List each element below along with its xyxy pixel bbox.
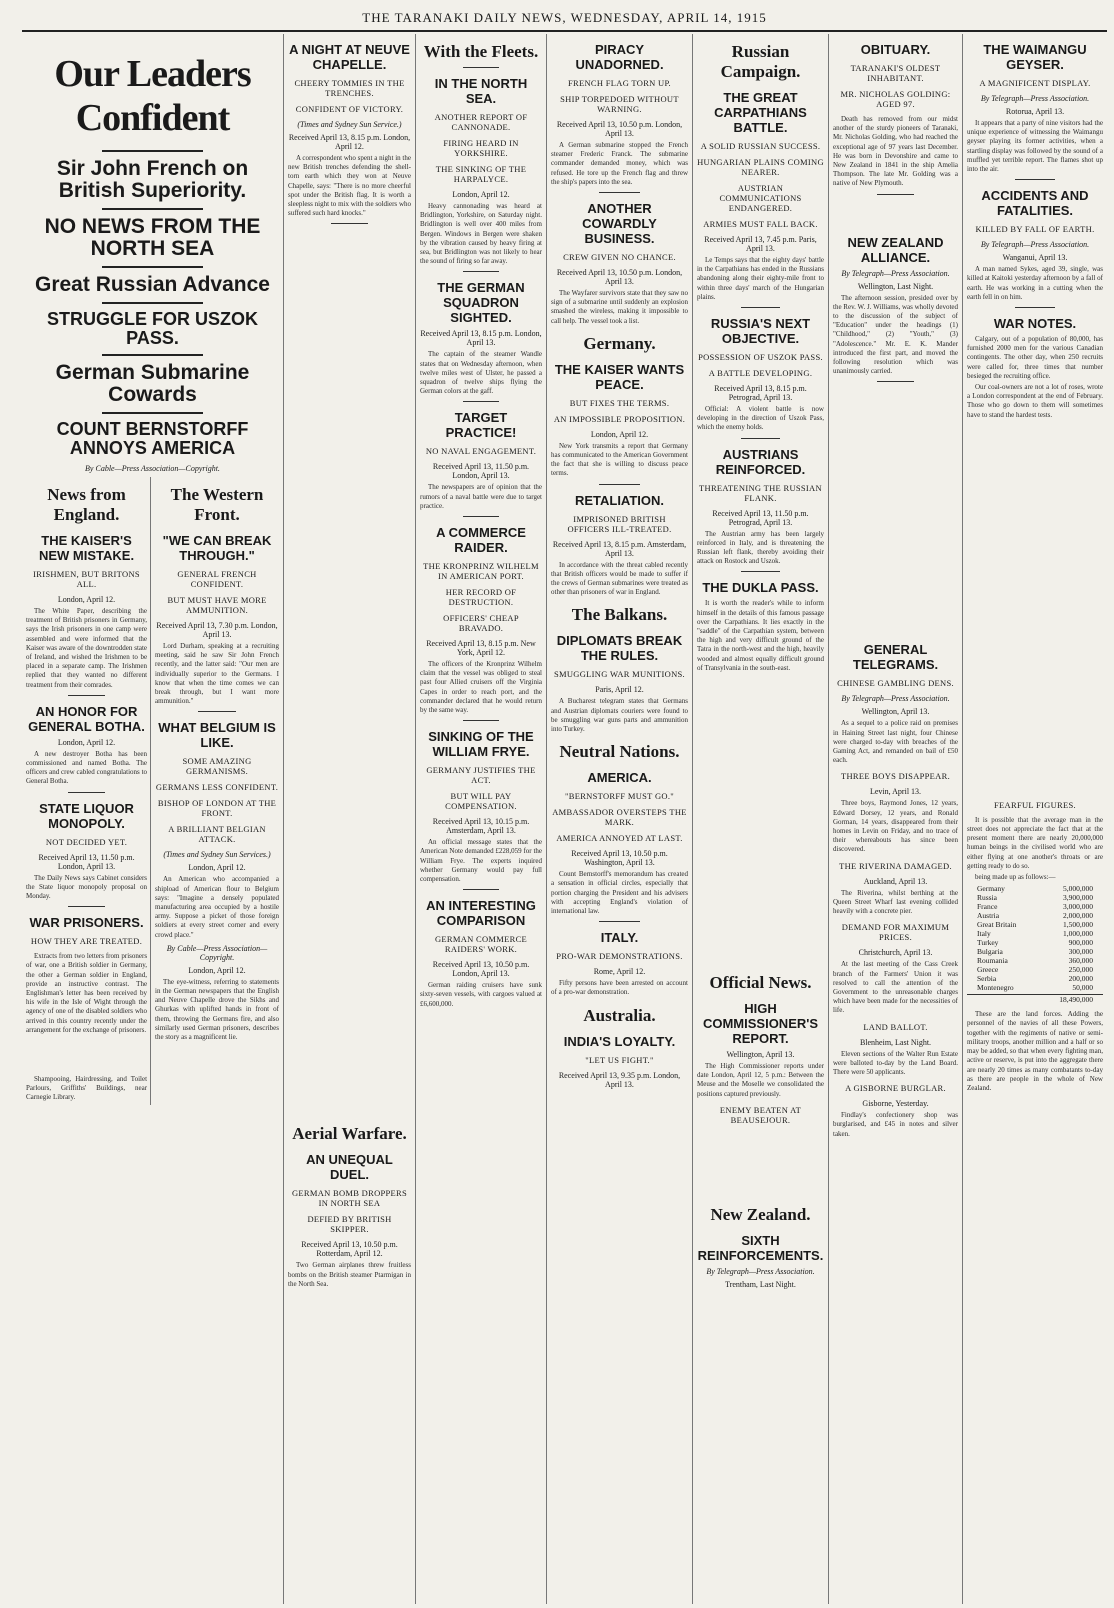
- section-head: Neutral Nations.: [559, 742, 680, 762]
- story-text: A correspondent who spent a night in the new British trenches defending the shell-torn earth which they won at Neuve Chapelle, says: "There is no more cheerful spot under the British flag. It is worth a sleepless night to mix with the soldiers who suffered such hard knocks.": [288, 154, 411, 218]
- story-head: SINKING OF THE WILLIAM FRYE.: [428, 729, 534, 760]
- dateline: Received April 13, 8.15 p.m. Amsterdam, April 13.: [552, 539, 687, 558]
- table-cell-value: 250,000: [1068, 965, 1093, 975]
- divider: [599, 192, 640, 193]
- story-text: At the last meeting of the Cass Creek branch of the Farmers' Union it was resolved to call the attention of the Government to the unreasonable charges which have been made for the necessities of life.: [833, 960, 958, 1015]
- dateline: Gisborne, Yesterday.: [862, 1099, 929, 1109]
- story-text: Official: A violent battle is now developing in the direction of Uszok Pass, which the enemy holds.: [697, 405, 824, 432]
- story-sub: GERMANY JUSTIFIES THE ACT.: [426, 765, 536, 786]
- dateline: Received April 13, 10.50 p.m. London, April 13.: [432, 960, 530, 979]
- table-cell-country: Germany: [977, 884, 1005, 894]
- story-text: As a sequel to a police raid on premises in Haining Street last night, four Chinese were charged to-day with breaches of the Gaming Act, and remanded on bail of £50 each.: [833, 719, 958, 765]
- story-head: DIPLOMATS BREAK THE RULES.: [556, 633, 683, 664]
- story-sub: CHINESE GAMBLING DENS.: [837, 678, 954, 689]
- story-sub: AMERICA ANNOYED AT LAST.: [556, 833, 683, 844]
- section-head: The Balkans.: [571, 605, 668, 625]
- table-cell-value: 3,900,000: [1063, 893, 1093, 903]
- story-sub: HER RECORD OF DESTRUCTION.: [445, 587, 517, 608]
- table-cell-country: Bulgaria: [977, 947, 1003, 957]
- story-sub: THREATENING THE RUSSIAN FLANK.: [699, 482, 822, 503]
- story-text: Calgary, out of a population of 80,000, has furnished 2000 men for the various Canadian contingents. The other day, when 250 recruits were called for, three times that number besieged the recruiting office. Our coal-owners are not a lot of roses, wrote a London correspondent at the end of February. Those who go down to them will sometimes have to stand the hardest tests.: [967, 335, 1103, 419]
- story-sub: THREE BOYS DISAPPEAR.: [840, 771, 951, 782]
- story-sub: A SOLID RUSSIAN SUCCESS.: [700, 141, 821, 151]
- dateline: Rome, April 12.: [593, 967, 646, 977]
- dateline: Levin, April 13.: [869, 787, 922, 797]
- story-text: Three boys, Raymond Jones, 12 years, Edward Dorsey, 12 years, and Ronald Gorman, 14 years, disappeared from their homes in Levin on Friday, and no trace of their whereabouts has since been discovered.: [833, 799, 958, 854]
- dateline: London, April 12.: [188, 863, 246, 873]
- dateline: Wellington, April 13.: [861, 707, 930, 717]
- dateline: Christchurch, April 13.: [858, 948, 933, 958]
- story-text: The Austrian army has been largely reinforced in Italy, and is threatening the Russian left flank, thereby avoiding their attack on Rostock and Uszok.: [697, 529, 824, 566]
- story-sub: TARANAKI'S OLDEST INHABITANT.: [850, 63, 941, 83]
- dateline: Received April 13, 11.50 p.m. London, April 13.: [38, 852, 135, 871]
- story-sub: ANOTHER REPORT OF CANNONADE.: [434, 112, 528, 132]
- table-cell-country: Turkey: [977, 938, 999, 948]
- columns: [22, 34, 1107, 1604]
- credit-line: (Times and Sydney Sun Service.): [297, 120, 402, 129]
- story-sub: FIRING HEARD IN YORKSHIRE.: [443, 138, 519, 158]
- story-text: Heavy cannonading was heard at Bridlington, Yorkshire, on Saturday night. Bridlington is well over 400 miles from Bergen. Windows in Bergen were shaken by the vibration caused by heavy firing at sea, but Bridlington was not likely to hear the sound of firing so far away.: [420, 202, 542, 266]
- table-cell-country: Roumania: [977, 956, 1008, 966]
- story-text: It is worth the reader's while to inform himself in the details of this famous passage over the Carpathians. It lies exactly in the "saddle" of the Carpathian system, between the high and very difficult ground of the Tatra in the north-west and the high, heavily wooded and almost equally difficult ground of Transylvania in the south-east.: [697, 599, 824, 672]
- table-cell-value: 900,000: [1068, 938, 1093, 948]
- table-row: [967, 974, 1103, 983]
- table-label: being made up as follows:—: [975, 873, 1056, 882]
- story-sub: GERMAN COMMERCE RAIDERS' WORK.: [434, 934, 528, 955]
- masthead-text: THE TARANAKI DAILY NEWS, WEDNESDAY, APRIL 14, 1915: [362, 10, 767, 25]
- credit-line: By Cable—Press Association—Copyright.: [166, 943, 268, 962]
- table-cell-value: 200,000: [1068, 974, 1093, 984]
- section-head: Russian Campaign.: [720, 42, 801, 81]
- story-head: AUSTRIANS REINFORCED.: [715, 446, 806, 477]
- story-head: THE WAIMANGU GEYSER.: [983, 42, 1087, 72]
- story-head: PIRACY UNADORNED.: [575, 42, 664, 72]
- credit-line: By Cable—Press Association—Copyright.: [85, 463, 220, 473]
- table-row: [967, 965, 1103, 974]
- story-text: Extracts from two letters from prisoners of war, one a British soldier in Germany, the other a German soldier in England, provide an instructive contrast. The Englishman's letter has been received by his wife in the Isle of Wight through the agency of one of the disabled soldiers who arrived in this country recently under the arrangement for the exchange of prisoners.: [26, 952, 148, 1034]
- story-text: A man named Sykes, aged 39, single, was killed at Kaitoki yesterday afternoon by a fall of earth. He was working in a cutting when the earth fell in on him.: [967, 265, 1103, 301]
- section-head: Australia.: [583, 1005, 656, 1025]
- dateline: Received April 13, 8.15 p.m. London, April 13.: [420, 329, 542, 348]
- section-head: Official News.: [709, 973, 812, 993]
- story-text: A new destroyer Botha has been commissioned and named Botha. The officers and crew cabled congratulations to General Botha.: [26, 749, 148, 786]
- table-row: [967, 938, 1103, 947]
- story-sub: DEMAND FOR MAXIMUM PRICES.: [841, 922, 950, 943]
- story-text: The newspapers are of opinion that the rumors of a naval battle were due to target practice.: [420, 483, 542, 510]
- dateline: Received April 13, 10.50 p.m. Rotterdam, April 12.: [301, 1240, 398, 1259]
- story-text: Le Temps says that the eighty days' battle in the Carpathians has ended in the Russians abandoning along their eighty-mile front to within three days' march of the Hungarian plains.: [697, 256, 824, 301]
- story-sub: HOW THEY ARE TREATED.: [30, 936, 143, 947]
- credit-line: By Telegraph—Press Association.: [980, 94, 1090, 103]
- story-sub: AN IMPOSSIBLE PROPOSITION.: [553, 413, 686, 424]
- dateline: London, April 12.: [57, 737, 116, 747]
- dateline: Received April 13, 10.50 p.m. London, April 13.: [556, 268, 683, 287]
- story-sub: GERMAN BOMB DROPPERS IN NORTH SEA: [291, 1188, 408, 1209]
- story-sub: BUT WILL PAY COMPENSATION.: [445, 791, 517, 812]
- divider: [741, 307, 779, 308]
- credit-line: By Telegraph—Press Association.: [841, 694, 950, 704]
- masthead: [22, 4, 1107, 32]
- story-sub: CREW GIVEN NO CHANCE.: [563, 252, 676, 263]
- table-cell-value: 3,000,000: [1063, 902, 1093, 912]
- divider: [1015, 179, 1056, 180]
- dateline: Received April 13, 11.50 p.m. Petrograd, April 13.: [712, 508, 809, 527]
- dateline: Received April 13, 10.15 p.m. Amsterdam, April 13.: [432, 817, 530, 836]
- column-5: [693, 34, 829, 1604]
- story-text: Count Bernstorff's memorandum has created a sensation in official circles, especially that portion charging the President and his advisers with accepting England's violation of international law.: [551, 870, 688, 916]
- dateline: Blenheim, Last Night.: [859, 1037, 932, 1047]
- headline-bernstorff: COUNT BERNSTORFF ANNOYS AMERICA: [56, 419, 249, 458]
- story-head: WAR PRISONERS.: [29, 915, 144, 931]
- story-head: GENERAL TELEGRAMS.: [852, 642, 939, 673]
- forces-table: [967, 884, 1103, 992]
- story-sub: KILLED BY FALL OF EARTH.: [975, 224, 1095, 235]
- divider: [102, 354, 203, 356]
- table-row: [967, 947, 1103, 956]
- dateline: Received April 13, 7.45 p.m. Paris, April 13.: [704, 235, 817, 253]
- dateline: Received April 13, 11.50 p.m. London, April 13.: [432, 462, 530, 481]
- divider: [198, 711, 235, 712]
- dateline: Trentham, Last Night.: [725, 1279, 796, 1289]
- divider: [877, 194, 915, 195]
- table-total-row: [967, 994, 1103, 1004]
- story-sub: POSSESSION OF USZOK PASS.: [698, 352, 823, 363]
- story-sub: BUT MUST HAVE MORE AMMUNITION.: [167, 594, 267, 615]
- divider: [102, 266, 203, 268]
- dateline: London, April 12.: [590, 429, 649, 439]
- story-head: NEW ZEALAND ALLIANCE.: [847, 234, 944, 265]
- story-sub: AMBASSADOR OVERSTEPS THE MARK.: [552, 807, 687, 828]
- divider: [463, 889, 500, 890]
- story-text: The High Commissioner reports under date London, April 12, 5 p.m.: Between the Meuse and the Moselle we consolidated the positions captured previously.: [697, 1062, 824, 1098]
- table-cell-value: 1,500,000: [1063, 920, 1093, 930]
- main-headline: Our Leaders Confident: [54, 53, 251, 139]
- divider: [463, 401, 500, 402]
- story-head: WHAT BELGIUM IS LIKE.: [158, 720, 276, 751]
- dateline: London, April 12.: [57, 594, 116, 604]
- story-sub: THE RIVERINA DAMAGED.: [839, 860, 952, 871]
- story-text: Findlay's confectionery shop was burglarised, and £45 in notes and silver taken.: [833, 1111, 958, 1138]
- story-sub: A BRILLIANT BELGIAN ATTACK.: [168, 824, 266, 845]
- column-1: [22, 34, 284, 1604]
- divider: [102, 412, 203, 414]
- story-sub: "LET US FIGHT.": [585, 1054, 654, 1065]
- story-sub: PRO-WAR DEMONSTRATIONS.: [556, 951, 683, 962]
- divider: [741, 571, 779, 572]
- column-3: [416, 34, 547, 1604]
- column-4: [547, 34, 693, 1604]
- story-text: Lord Durham, speaking at a recruiting meeting, said he saw Sir John French recently, and the latter said: "Our men are individually superior to the Germans. I know that when the time comes we can break through, but I want more ammunition.": [155, 641, 279, 706]
- story-sub: SHIP TORPEDOED WITHOUT WARNING.: [560, 94, 679, 114]
- story-sub: LAND BALLOT.: [863, 1021, 928, 1032]
- table-cell-value: 5,000,000: [1063, 884, 1093, 894]
- divider: [463, 516, 500, 517]
- footer-text: Shampooing, Hairdressing, and Toilet Parlours, Griffiths' Buildings, near Carnegie Library.: [26, 1074, 148, 1102]
- table-cell-value: 2,000,000: [1063, 911, 1093, 921]
- table-row: [967, 911, 1103, 920]
- story-head: THE KAISER'S NEW MISTAKE.: [38, 532, 135, 563]
- table-cell-country: Serbia: [977, 974, 997, 984]
- story-sub: A GISBORNE BURGLAR.: [845, 1083, 946, 1094]
- story-text: It appears that a party of nine visitors had the unique experience of witnessing the Waimangu geyser playing its former activities, when a startling display was followed by the sound of a muffled yet terrible report. The flames shot up into the air.: [967, 119, 1103, 174]
- dateline: Rotorua, April 13.: [1005, 107, 1065, 116]
- story-sub: CHEERY TOMMIES IN THE TRENCHES.: [294, 78, 405, 98]
- divider: [599, 484, 640, 485]
- section-head: Germany.: [583, 333, 656, 353]
- story-head: RUSSIA'S NEXT OBJECTIVE.: [710, 316, 811, 347]
- table-row: [967, 956, 1103, 965]
- story-sub: "BERNSTORFF MUST GO.": [564, 791, 675, 802]
- table-row: [967, 902, 1103, 911]
- story-text: An American who accompanied a shipload of American flour to Belgium says: "Imagine a densely populated manufacturing area occupied by a hostile army. Suppose a picket of those foreign soldiers at every street corner and every crowd place.": [155, 875, 279, 939]
- story-sub: IRISHMEN, BUT BRITONS ALL.: [33, 568, 140, 589]
- story-sub: ENEMY BEATEN AT BEAUSEJOUR.: [719, 1104, 802, 1125]
- column-2: [284, 34, 416, 1604]
- story-head: TARGET PRACTICE!: [445, 410, 517, 441]
- story-head: THE DUKLA PASS.: [702, 580, 819, 596]
- column-6: [829, 34, 963, 1604]
- story-text: The captain of the steamer Wandle states that on Wednesday afternoon, when twelve miles west of Ulster, he passed a squadron of twelve ships flying the German colors at the gaff.: [420, 350, 542, 396]
- divider: [102, 150, 203, 152]
- story-sub: FRENCH FLAG TORN UP.: [568, 78, 671, 88]
- story-head: ITALY.: [600, 930, 639, 946]
- story-text: The Wayfarer survivors state that they saw no sign of a submarine until suddenly an explosion smashed the wireless, making it impossible to call help. The vessel took a list.: [551, 289, 688, 325]
- story-text: Eleven sections of the Walter Run Estate were balloted to-day by the Land Board. There were 50 applicants.: [833, 1049, 958, 1076]
- story-head: AN INTERESTING COMPARISON: [426, 898, 536, 929]
- dateline: Received April 13, 7.30 p.m. London, April 13.: [156, 620, 278, 639]
- table-cell-value: 50,000: [1072, 983, 1093, 993]
- story-text: German raiding cruisers have sunk sixty-seven vessels, with cargoes valued at £6,600,000.: [420, 981, 542, 1008]
- story-text: The Daily News says Cabinet considers the State liquor monopoly proposal on Monday.: [26, 873, 148, 900]
- story-sub: A BATTLE DEVELOPING.: [708, 368, 813, 379]
- dateline: Received April 13, 10.50 p.m. Washington, April 13.: [571, 849, 668, 868]
- story-text: Fifty persons have been arrested on account of a pro-war demonstration.: [551, 979, 688, 997]
- divider: [102, 302, 203, 304]
- table-row: [967, 929, 1103, 938]
- divider: [463, 67, 500, 68]
- dateline: Received April 13, 10.50 p.m. London, April 13.: [556, 120, 683, 138]
- table-cell-country: Montenegro: [977, 983, 1014, 993]
- story-head: A COMMERCE RAIDER.: [436, 525, 526, 556]
- story-sub: BUT FIXES THE TERMS.: [569, 397, 670, 408]
- story-sub: DEFIED BY BRITISH SKIPPER.: [307, 1214, 392, 1235]
- divider: [599, 921, 640, 922]
- story-text: The afternoon session, presided over by the Rev. W. J. Williams, was wholly devoted to the discussion of the subject of "Education" under the headings (1) "Childhood," (2) "Youth," (3) "Adolescence." Mr. E. K. Mander introduced the first part, and moved the following resolution which was unanimously carried.: [833, 293, 958, 376]
- headline-submarine: German Submarine Cowards: [55, 361, 250, 407]
- table-cell-value: 300,000: [1068, 947, 1093, 957]
- table-total: 18,490,000: [1059, 995, 1093, 1005]
- credit-line: By Telegraph—Press Association.: [980, 240, 1090, 250]
- table-cell-value: 360,000: [1068, 956, 1093, 966]
- story-sub: SOME AMAZING GERMANISMS.: [182, 756, 252, 777]
- story-head: AMERICA.: [587, 770, 652, 786]
- table-cell-country: Greece: [977, 965, 999, 975]
- headline-uszok: STRUGGLE FOR USZOK PASS.: [47, 309, 258, 349]
- divider: [68, 792, 104, 793]
- story-sub: ARMIES MUST FALL BACK.: [703, 219, 818, 229]
- story-sub: SMUGGLING WAR MUNITIONS.: [553, 669, 685, 680]
- table-row: [967, 884, 1103, 893]
- table-cell-country: Austria: [977, 911, 1000, 921]
- headline-north-sea: NO NEWS FROM THE NORTH SEA: [44, 215, 261, 261]
- dateline: Wellington, Last Night.: [857, 281, 934, 291]
- story-head: INDIA'S LOYALTY.: [563, 1033, 676, 1049]
- story-head: SIXTH REINFORCEMENTS.: [697, 1232, 824, 1263]
- story-sub: NO NAVAL ENGAGEMENT.: [425, 446, 537, 457]
- story-text: These are the land forces. Adding the personnel of the navies of all these Powers, together with the regiments of native or semi-military troops, another million and a half or so may be added, so that when every fighting man, active or reserve, is put into the aggregate there are nearly 20 times as many combatants to-day as there are people in the whole of New Zealand.: [967, 1010, 1103, 1092]
- story-text: New York transmits a report that Germany has communicated to the American Government the fact that she is willing to discuss peace terms.: [551, 441, 688, 478]
- divider: [102, 208, 203, 210]
- story-sub: HUNGARIAN PLAINS COMING NEARER.: [697, 157, 824, 177]
- story-text: The Riverina, whilst berthing at the Queen Street Wharf last evening collided heavily with a concrete pier.: [833, 888, 958, 916]
- story-text: A German submarine stopped the French steamer Frederic Franck. The submarine commander demanded money, which was refused. He tore up the French flag and threw the ship's papers into the sea.: [551, 141, 688, 186]
- credit-line: (Times and Sydney Sun Services.): [163, 850, 271, 860]
- table-cell-country: Italy: [977, 929, 991, 939]
- story-sub: A MAGNIFICENT DISPLAY.: [979, 78, 1091, 88]
- story-sub: NOT DECIDED YET.: [45, 836, 128, 847]
- table-cell-country: Russia: [977, 893, 998, 903]
- story-head: ACCIDENTS AND FATALITIES.: [981, 188, 1089, 219]
- divider: [463, 720, 500, 721]
- story-sub: THE KRONPRINZ WILHELM IN AMERICAN PORT.: [423, 561, 539, 582]
- dateline: London, April 12.: [188, 965, 246, 975]
- dateline: Auckland, April 13.: [863, 876, 928, 886]
- credit-line: By Telegraph—Press Association.: [706, 1266, 815, 1276]
- story-text: Death has removed from our midst another of the sturdy pioneers of Taranaki, Mr. Nicholas Golding, who had reached the exceptional age of 97 years last December. He was born in Devonshire and came to New Zealand in 1841 in the ship Amelia Thompson. The late Mr. Golding was a native of New Plymouth.: [833, 115, 958, 188]
- story-head: THE GREAT CARPATHIANS BATTLE.: [714, 90, 807, 135]
- table-cell-value: 1,000,000: [1063, 929, 1093, 939]
- table-cell-country: Great Britain: [977, 920, 1017, 930]
- story-text: An official message states that the American Note demanded £228,059 for the William Frye. The experts inquired whether Germany would pay full compensation.: [420, 838, 542, 884]
- story-head: THE GERMAN SQUADRON SIGHTED.: [437, 280, 525, 326]
- dateline: Wanganui, April 13.: [1002, 253, 1068, 263]
- dateline: Received April 13, 9.35 p.m. London, April 13.: [558, 1070, 681, 1089]
- story-head: STATE LIQUOR MONOPOLY.: [39, 800, 134, 831]
- section-head: With the Fleets.: [423, 42, 539, 61]
- section-head: New Zealand.: [710, 1204, 811, 1224]
- headline-russian-advance: Great Russian Advance: [35, 273, 270, 297]
- divider: [68, 906, 104, 907]
- story-text: The officers of the Kronprinz Wilhelm claim that the vessel was obliged to steal past four Allied cruisers off the Virginia Capes in order to reach port, and the commander declared that he would return by the same way.: [420, 660, 542, 715]
- credit-line: By Telegraph—Press Association.: [841, 268, 950, 278]
- section-head: Aerial Warfare.: [292, 1124, 407, 1144]
- column-7: [963, 34, 1107, 1604]
- story-head: AN UNEQUAL DUEL.: [306, 1152, 393, 1183]
- table-row: [967, 893, 1103, 902]
- section-head: The Western Front.: [170, 484, 264, 524]
- story-head: WAR NOTES.: [993, 316, 1077, 332]
- dateline: Received April 13, 8.15 p.m. Petrograd, April 13.: [714, 384, 807, 403]
- divider: [463, 271, 500, 272]
- divider: [741, 438, 779, 439]
- divider: [1015, 307, 1056, 308]
- story-text: The eye-witness, referring to statements in the German newspapers that the English and Neuve Chapelle drove the Sikhs and Ghurkas with uplifted hands in front of them, throwing the Germans fire, and also similarly used German prisoners, describes the story as a magnificent lie.: [155, 977, 279, 1041]
- headline-french: Sir John French on British Superiority.: [56, 157, 249, 203]
- story-head: ANOTHER COWARDLY BUSINESS.: [582, 201, 657, 247]
- story-text: A Bucharest telegram states that Germans and Austrian diplomats couriers were found to be smuggling war guns parts and ammunition into Turkey.: [551, 697, 688, 734]
- story-sub: CONFIDENT OF VICTORY.: [295, 104, 404, 114]
- story-head: HIGH COMMISSIONER'S REPORT.: [702, 1001, 819, 1047]
- story-head: A NIGHT AT NEUVE CHAPELLE.: [289, 42, 410, 72]
- story-sub: BISHOP OF LONDON AT THE FRONT.: [157, 798, 277, 819]
- story-sub: FEARFUL FIGURES.: [994, 799, 1076, 810]
- story-head: OBITUARY.: [860, 42, 931, 57]
- story-text: It is possible that the average man in the street does not appreciate the fact that at the present moment there are nearly 20,000,000 human beings in the civilised world who are either flying at one another's throats or are getting ready to do so.: [967, 815, 1103, 870]
- story-head: AN HONOR FOR GENERAL BOTHA.: [28, 703, 145, 734]
- table-cell-country: France: [977, 902, 998, 912]
- table-row: [967, 983, 1103, 992]
- section-head: News from England.: [47, 484, 126, 524]
- story-head: RETALIATION.: [574, 492, 665, 508]
- story-sub: OFFICERS' CHEAP BRAVADO.: [443, 613, 519, 634]
- table-row: [967, 920, 1103, 929]
- story-head: THE KAISER WANTS PEACE.: [554, 361, 685, 392]
- story-sub: MR. NICHOLAS GOLDING: AGED 97.: [840, 89, 951, 109]
- dateline: Paris, April 12.: [595, 685, 644, 695]
- story-text: The White Paper, describing the treatment of British prisoners in Germany, says the Irish prisoners in one camp were assembled and were informed that the Kaiser was aware of the downtrodden state of Ireland, and wished the Irishmen to be placed in a separate camp. The Irishmen replied that they wanted no different treatment from their comrades.: [26, 606, 148, 689]
- divider: [877, 381, 915, 382]
- dateline: Received April 13, 8.15 p.m. New York, April 12.: [426, 639, 536, 658]
- story-sub: IMPRISONED BRITISH OFFICERS ILL-TREATED.: [567, 513, 672, 534]
- story-sub: GENERAL FRENCH CONFIDENT.: [177, 568, 257, 589]
- story-text: Two German airplanes threw fruitless bombs on the British steamer Ptarmigan in the North Sea.: [288, 1261, 411, 1288]
- divider: [68, 695, 104, 696]
- story-sub: THE SINKING OF THE HARPALYCE.: [435, 164, 527, 184]
- dateline: Wellington, April 13.: [726, 1050, 795, 1060]
- dateline: London, April 12.: [452, 190, 510, 199]
- story-text: In accordance with the threat cabled recently that British officers would be made to suffer if the crews of German submarines were treated as other than prisoners of war in England.: [551, 560, 688, 597]
- story-head: "WE CAN BREAK THROUGH.": [162, 532, 272, 563]
- dateline: Received April 13, 8.15 p.m. London, April 12.: [288, 133, 411, 151]
- story-head: IN THE NORTH SEA.: [434, 76, 528, 106]
- divider: [331, 223, 368, 224]
- story-sub: GERMANS LESS CONFIDENT.: [155, 782, 279, 793]
- story-sub: AUSTRIAN COMMUNICATIONS ENDANGERED.: [719, 183, 802, 213]
